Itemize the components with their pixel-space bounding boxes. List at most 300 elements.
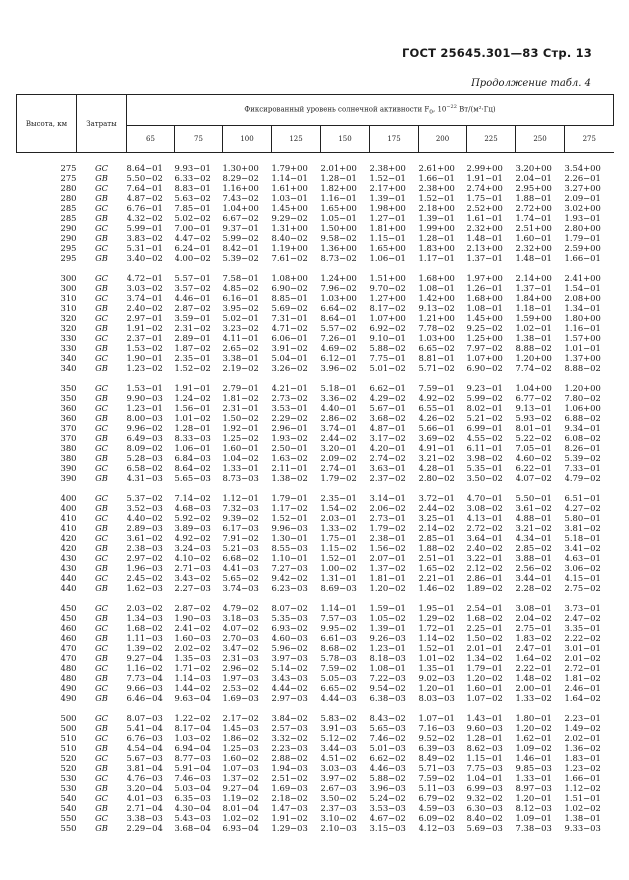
value-cell: 5.03−04 [174, 783, 211, 793]
value-cell: 4.72−01 [126, 273, 163, 283]
value-cell: 9.32−02 [466, 793, 503, 803]
table-row [17, 353, 614, 363]
value-cell: 5.69−02 [271, 303, 308, 313]
value-cell: 2.80+00 [564, 223, 601, 233]
value-cell: 1.20−02 [515, 723, 552, 733]
cost-cell: GB [95, 503, 108, 513]
value-cell: 2.52+00 [466, 203, 503, 213]
value-cell: 3.61−02 [126, 533, 163, 543]
value-cell: 1.66−01 [564, 253, 601, 263]
value-cell: 1.07+00 [369, 313, 406, 323]
value-cell: 1.08−01 [466, 303, 503, 313]
value-cell: 1.93−01 [564, 213, 601, 223]
value-cell: 8.12−03 [515, 803, 552, 813]
value-cell: 1.65+00 [369, 243, 406, 253]
value-cell: 1.79+00 [271, 163, 308, 173]
table-row [17, 313, 614, 323]
value-cell: 4.71−02 [271, 323, 308, 333]
cost-cell: GC [94, 753, 109, 763]
value-cell: 6.12−01 [320, 353, 357, 363]
group-spacer-cell [17, 153, 614, 164]
cost-cell: GB [95, 673, 108, 683]
value-cell: 2.70−03 [222, 633, 259, 643]
value-cell: 1.17−01 [418, 253, 455, 263]
value-cell: 1.31+00 [271, 223, 308, 233]
value-cell: 2.97−01 [126, 313, 163, 323]
value-cell: 2.40−02 [466, 543, 503, 553]
value-cell: 9.02−03 [418, 673, 455, 683]
value-cell: 1.39−01 [369, 193, 406, 203]
value-cell: 2.72−02 [466, 523, 503, 533]
value-cell: 1.54−02 [320, 503, 357, 513]
value-cell: 3.74−03 [222, 583, 259, 593]
value-cell: 6.62−02 [369, 753, 406, 763]
value-cell: 8.40−02 [271, 233, 308, 243]
value-cell: 2.13+00 [466, 243, 503, 253]
value-cell: 6.92−02 [369, 323, 406, 333]
value-cell: 1.10−01 [271, 553, 308, 563]
value-cell: 1.24−02 [174, 393, 211, 403]
value-cell: 3.40−02 [126, 253, 163, 263]
value-cell: 2.44−02 [320, 433, 357, 443]
value-cell: 5.93−02 [515, 413, 552, 423]
value-cell: 2.73−02 [271, 393, 308, 403]
value-cell: 5.67−03 [126, 753, 163, 763]
value-cell: 7.61−02 [271, 253, 308, 263]
value-cell: 4.55−02 [466, 433, 503, 443]
value-cell: 8.68−02 [320, 643, 357, 653]
value-cell: 6.58−02 [126, 463, 163, 473]
table-row [17, 253, 614, 263]
value-cell: 1.48−01 [466, 233, 503, 243]
value-cell: 5.66−01 [418, 423, 455, 433]
value-cell: 8.03−03 [418, 693, 455, 703]
value-cell: 1.39−01 [369, 623, 406, 633]
value-cell: 4.87−01 [369, 423, 406, 433]
altitude-cell: 330 [60, 333, 77, 343]
altitude-cell: 510 [60, 733, 77, 743]
value-cell: 3.47−02 [222, 643, 259, 653]
value-cell: 1.81−01 [369, 573, 406, 583]
value-cell: 1.81−02 [564, 673, 601, 683]
value-cell: 2.44−02 [418, 503, 455, 513]
value-cell: 6.22−01 [515, 463, 552, 473]
value-cell: 8.85−01 [271, 293, 308, 303]
altitude-cell: 470 [60, 653, 77, 663]
value-cell: 5.50−01 [515, 493, 552, 503]
value-cell: 7.43−02 [222, 193, 259, 203]
value-cell: 3.44−03 [320, 743, 357, 753]
value-cell: 1.79−01 [564, 233, 601, 243]
value-cell: 3.20−01 [320, 443, 357, 453]
altitude-cell: 320 [60, 313, 77, 323]
value-cell: 8.02−01 [466, 403, 503, 413]
value-cell: 4.60−02 [515, 453, 552, 463]
value-cell: 5.04−01 [271, 353, 308, 363]
value-cell: 1.20−02 [369, 583, 406, 593]
group-spacer-cell [17, 703, 614, 713]
value-cell: 1.82+00 [320, 183, 357, 193]
value-cell: 8.64−02 [174, 463, 211, 473]
value-cell: 2.51−01 [418, 553, 455, 563]
table-row [17, 663, 614, 673]
value-cell: 2.07−01 [369, 553, 406, 563]
altitude-cell: 380 [60, 453, 77, 463]
value-cell: 3.14−01 [369, 493, 406, 503]
cost-cell: GB [95, 583, 108, 593]
value-cell: 8.64−01 [320, 313, 357, 323]
value-cell: 1.02−02 [564, 803, 601, 813]
value-cell: 8.17−04 [174, 723, 211, 733]
value-cell: 1.05−02 [369, 613, 406, 623]
value-cell: 1.91−02 [271, 813, 308, 823]
table-row [17, 323, 614, 333]
value-cell: 2.12−02 [466, 563, 503, 573]
value-cell: 1.60−03 [174, 633, 211, 643]
value-cell: 1.07+00 [466, 353, 503, 363]
altitude-cell: 275 [60, 163, 77, 173]
value-cell: 1.59−01 [369, 603, 406, 613]
value-cell: 1.50+00 [320, 223, 357, 233]
value-cell: 1.11−03 [126, 633, 163, 643]
value-cell: 2.17+00 [369, 183, 406, 193]
cost-cell: GC [94, 243, 109, 253]
cost-cell: GC [94, 223, 109, 233]
value-cell: 4.76−03 [126, 773, 163, 783]
value-cell: 5.01−02 [369, 363, 406, 373]
column-header-cost: Затраты [77, 95, 127, 153]
value-cell: 1.07−01 [418, 713, 455, 723]
value-cell: 9.13−02 [418, 303, 455, 313]
table-row [17, 273, 614, 283]
value-cell: 6.16−01 [222, 293, 259, 303]
value-cell: 1.28−01 [466, 733, 503, 743]
value-cell: 1.52−01 [418, 643, 455, 653]
table-row [17, 713, 614, 723]
value-cell: 9.34−01 [564, 423, 601, 433]
value-cell: 6.76−01 [126, 203, 163, 213]
altitude-cell: 450 [60, 613, 77, 623]
altitude-cell: 280 [60, 193, 77, 203]
value-cell: 1.48−02 [515, 673, 552, 683]
value-cell: 1.42+00 [418, 293, 455, 303]
value-cell: 1.14−02 [418, 633, 455, 643]
value-cell: 3.64−01 [466, 533, 503, 543]
value-cell: 2.35−01 [174, 353, 211, 363]
value-cell: 5.67−01 [369, 403, 406, 413]
value-cell: 1.48−01 [515, 253, 552, 263]
value-cell: 8.81−01 [418, 353, 455, 363]
cost-cell: GB [95, 723, 108, 733]
value-cell: 1.26−01 [466, 283, 503, 293]
value-cell: 5.37−02 [126, 493, 163, 503]
value-cell: 2.14−02 [418, 523, 455, 533]
altitude-cell: 460 [60, 633, 77, 643]
value-cell: 1.61+00 [271, 183, 308, 193]
value-cell: 6.65−02 [320, 683, 357, 693]
cost-cell: GC [94, 793, 109, 803]
value-cell: 1.37−02 [369, 563, 406, 573]
table-row [17, 553, 614, 563]
column-header-level: 175 [370, 126, 419, 153]
value-cell: 6.99−03 [466, 783, 503, 793]
column-header-altitude: Высота, км [17, 95, 77, 153]
altitude-cell: 360 [60, 413, 77, 423]
cost-cell: GB [95, 413, 108, 423]
table-row [17, 623, 614, 633]
page-header: ГОСТ 25645.301—83 Стр. 13 [402, 46, 592, 60]
value-cell: 1.79−01 [271, 493, 308, 503]
value-cell: 2.41−02 [174, 623, 211, 633]
table-row [17, 283, 614, 293]
cost-cell: GC [94, 273, 109, 283]
table-row [17, 763, 614, 773]
cost-cell: GB [95, 303, 108, 313]
altitude-cell: 340 [60, 353, 77, 363]
value-cell: 8.07−03 [126, 713, 163, 723]
cost-cell: GC [94, 683, 109, 693]
value-cell: 3.23−02 [222, 323, 259, 333]
value-cell: 1.18−01 [515, 303, 552, 313]
value-cell: 1.94−03 [271, 763, 308, 773]
altitude-cell: 330 [60, 343, 77, 353]
altitude-cell: 300 [60, 283, 77, 293]
value-cell: 3.96−02 [320, 363, 357, 373]
value-cell: 6.90−02 [466, 363, 503, 373]
value-cell: 9.60−03 [466, 723, 503, 733]
value-cell: 1.80+00 [564, 313, 601, 323]
cost-cell: GB [95, 563, 108, 573]
table-row [17, 573, 614, 583]
value-cell: 1.20+00 [515, 353, 552, 363]
altitude-cell: 400 [60, 493, 77, 503]
cost-cell: GB [95, 233, 108, 243]
value-cell: 2.47−02 [564, 613, 601, 623]
value-cell: 9.29−02 [271, 213, 308, 223]
value-cell: 5.83−02 [320, 713, 357, 723]
value-cell: 1.29−02 [418, 613, 455, 623]
value-cell: 2.11−01 [271, 463, 308, 473]
value-cell: 3.73−01 [564, 603, 601, 613]
value-cell: 1.62−03 [126, 583, 163, 593]
altitude-cell: 290 [60, 233, 77, 243]
value-cell: 2.01+00 [320, 163, 357, 173]
value-cell: 7.32−03 [222, 503, 259, 513]
value-cell: 3.44−01 [515, 573, 552, 583]
value-cell: 3.97−02 [320, 773, 357, 783]
value-cell: 1.21+00 [418, 313, 455, 323]
table-row [17, 673, 614, 683]
cost-cell: GC [94, 533, 109, 543]
value-cell: 2.47−01 [515, 643, 552, 653]
value-cell: 9.96−02 [126, 423, 163, 433]
value-cell: 6.46−04 [126, 693, 163, 703]
value-cell: 7.74−02 [515, 363, 552, 373]
value-cell: 3.22−01 [466, 553, 503, 563]
value-cell: 2.67−03 [320, 783, 357, 793]
value-cell: 2.97−02 [126, 553, 163, 563]
value-cell: 5.69−03 [466, 823, 503, 833]
value-cell: 1.97−03 [222, 673, 259, 683]
value-cell: 5.91−04 [174, 763, 211, 773]
value-cell: 2.27−03 [174, 583, 211, 593]
value-cell: 5.05−03 [320, 673, 357, 683]
value-cell: 3.35−01 [564, 623, 601, 633]
value-cell: 7.58−01 [222, 273, 259, 283]
value-cell: 2.71−04 [126, 803, 163, 813]
value-cell: 1.27−01 [369, 213, 406, 223]
column-header-level: 225 [467, 126, 516, 153]
value-cell: 1.02−02 [222, 813, 259, 823]
altitude-cell: 420 [60, 533, 77, 543]
value-cell: 2.50−01 [271, 443, 308, 453]
value-cell: 6.09−02 [418, 813, 455, 823]
value-cell: 9.42−02 [271, 573, 308, 583]
value-cell: 1.50−02 [222, 413, 259, 423]
value-cell: 6.51−01 [564, 493, 601, 503]
table-row [17, 603, 614, 613]
value-cell: 5.57−01 [174, 273, 211, 283]
table-row [17, 643, 614, 653]
value-cell: 5.02−01 [222, 313, 259, 323]
value-cell: 6.06−01 [271, 333, 308, 343]
value-cell: 1.66−01 [564, 773, 601, 783]
value-cell: 1.89−02 [466, 583, 503, 593]
altitude-cell: 310 [60, 293, 77, 303]
solar-level-exponent: −22 [446, 104, 457, 111]
value-cell: 4.00−02 [174, 253, 211, 263]
value-cell: 1.20−02 [466, 673, 503, 683]
value-cell: 7.31−01 [271, 313, 308, 323]
value-cell: 8.17−02 [369, 303, 406, 313]
value-cell: 3.63−01 [369, 463, 406, 473]
value-cell: 1.60−01 [515, 233, 552, 243]
value-cell: 1.27+00 [369, 293, 406, 303]
table-row [17, 443, 614, 453]
value-cell: 2.45−02 [126, 573, 163, 583]
value-cell: 1.35−03 [174, 653, 211, 663]
value-cell: 6.23−03 [271, 583, 308, 593]
value-cell: 3.81−02 [564, 523, 601, 533]
value-cell: 4.10−02 [174, 553, 211, 563]
value-cell: 2.31−01 [222, 403, 259, 413]
value-cell: 4.44−02 [271, 683, 308, 693]
value-cell: 3.10−02 [320, 813, 357, 823]
value-cell: 1.99+00 [418, 223, 455, 233]
value-cell: 4.63−01 [564, 553, 601, 563]
value-cell: 8.88−02 [564, 363, 601, 373]
cost-cell: GB [95, 393, 108, 403]
value-cell: 2.85−01 [418, 533, 455, 543]
value-cell: 1.16−01 [564, 323, 601, 333]
altitude-cell: 390 [60, 473, 77, 483]
value-cell: 1.64−02 [564, 693, 601, 703]
altitude-cell: 440 [60, 573, 77, 583]
value-cell: 1.30−01 [271, 533, 308, 543]
value-cell: 5.57−02 [320, 323, 357, 333]
value-cell: 1.97+00 [466, 273, 503, 283]
table-row [17, 503, 614, 513]
altitude-cell: 400 [60, 503, 77, 513]
table-row [17, 193, 614, 203]
value-cell: 1.28−01 [418, 233, 455, 243]
value-cell: 1.83−01 [564, 753, 601, 763]
value-cell: 5.88−02 [369, 343, 406, 353]
value-cell: 1.75−01 [320, 533, 357, 543]
value-cell: 4.34−01 [515, 533, 552, 543]
cost-cell: GB [95, 323, 108, 333]
value-cell: 7.46−02 [369, 733, 406, 743]
value-cell: 2.99+00 [466, 163, 503, 173]
altitude-cell: 285 [60, 203, 77, 213]
value-cell: 3.43−03 [271, 673, 308, 683]
value-cell: 5.96−02 [271, 643, 308, 653]
value-cell: 1.51−01 [564, 793, 601, 803]
solar-level-subscript: 0 [429, 109, 433, 116]
altitude-cell: 280 [60, 183, 77, 193]
value-cell: 1.07−02 [466, 693, 503, 703]
value-cell: 9.27−04 [222, 783, 259, 793]
value-cell: 2.87−02 [174, 603, 211, 613]
value-cell: 1.51+00 [369, 273, 406, 283]
value-cell: 1.52−01 [369, 173, 406, 183]
cost-cell: GB [95, 363, 108, 373]
value-cell: 1.37−02 [222, 773, 259, 783]
value-cell: 9.13−01 [515, 403, 552, 413]
value-cell: 1.06+00 [564, 403, 601, 413]
table-row [17, 423, 614, 433]
altitude-cell: 480 [60, 663, 77, 673]
cost-cell: GB [95, 523, 108, 533]
value-cell: 9.25−02 [466, 323, 503, 333]
value-cell: 4.60−03 [271, 633, 308, 643]
value-cell: 6.90−02 [271, 283, 308, 293]
table-row [17, 493, 614, 503]
table-row [17, 393, 614, 403]
altitude-cell: 490 [60, 683, 77, 693]
value-cell: 1.86−02 [222, 733, 259, 743]
value-cell: 1.33−02 [320, 523, 357, 533]
value-cell: 7.59−02 [418, 773, 455, 783]
cost-cell: GC [94, 733, 109, 743]
table-row [17, 723, 614, 733]
value-cell: 2.37−01 [126, 333, 163, 343]
value-cell: 2.41+00 [564, 273, 601, 283]
table-row [17, 773, 614, 783]
value-cell: 2.22−01 [515, 663, 552, 673]
value-cell: 5.22−02 [515, 433, 552, 443]
value-cell: 2.74−02 [369, 453, 406, 463]
value-cell: 1.91−02 [126, 323, 163, 333]
cost-cell: GC [94, 553, 109, 563]
value-cell: 1.34−01 [564, 303, 601, 313]
altitude-cell: 450 [60, 603, 77, 613]
table-row [17, 783, 614, 793]
value-cell: 8.62−03 [466, 743, 503, 753]
group-spacer [17, 153, 614, 164]
value-cell: 2.74−01 [320, 463, 357, 473]
value-cell: 6.11−01 [466, 443, 503, 453]
table-row [17, 823, 614, 833]
value-cell: 3.21−02 [418, 453, 455, 463]
cost-cell: GC [94, 573, 109, 583]
value-cell: 5.65−02 [222, 573, 259, 583]
value-cell: 3.27+00 [564, 183, 601, 193]
value-cell: 3.32−02 [271, 733, 308, 743]
value-cell: 4.91−01 [418, 443, 455, 453]
altitude-cell: 470 [60, 643, 77, 653]
value-cell: 1.52−01 [320, 553, 357, 563]
